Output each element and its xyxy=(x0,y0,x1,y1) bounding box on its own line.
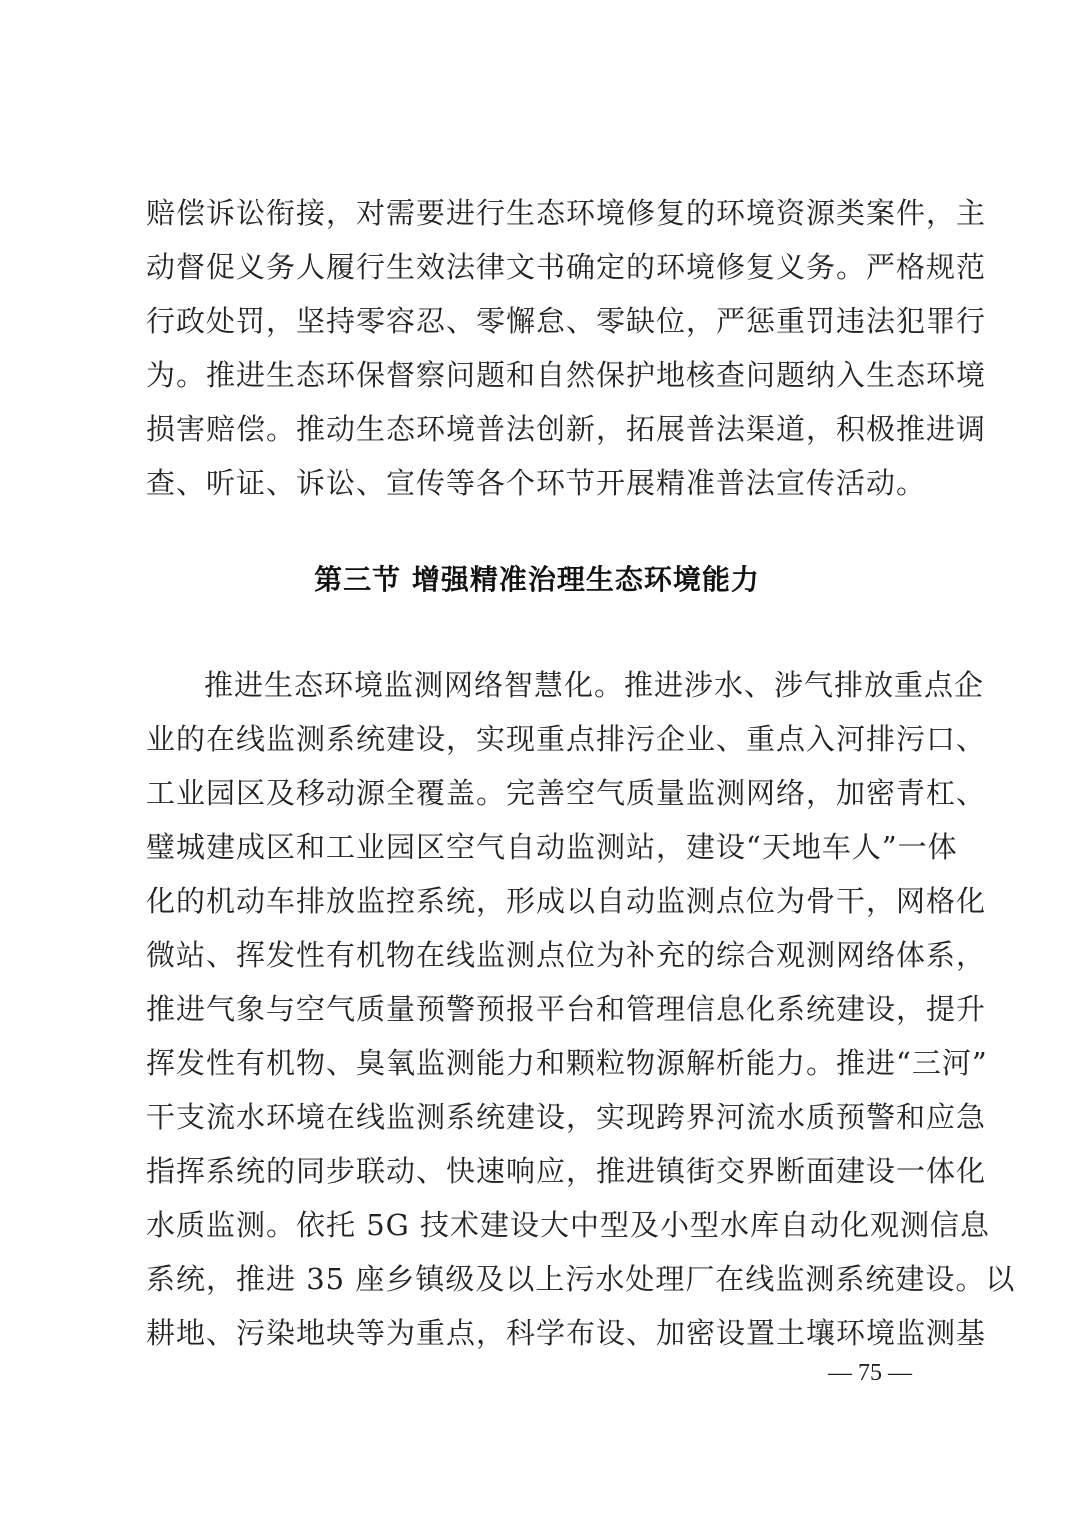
paragraph-2-line-3: 工业园区及移动源全覆盖。完善空气质量监测网络，加密青杠、 xyxy=(146,776,987,810)
paragraph-1-line-4: 为。推进生态环保督察问题和自然保护地核查问题纳入生态环境 xyxy=(146,358,987,392)
paragraph-2-line-8: 挥发性有机物、臭氧监测能力和颗粒物源解析能力。推进“三河” xyxy=(146,1046,988,1080)
page-number: — 75 — xyxy=(828,1360,912,1386)
paragraph-1-line-3: 行政处罚，坚持零容忍、零懈怠、零缺位，严惩重罚违法犯罪行 xyxy=(146,304,987,338)
paragraph-2-line-1: 推进生态环境监测网络智慧化。推进涉水、涉气排放重点企 xyxy=(204,668,985,702)
paragraph-2-line-7: 推进气象与空气质量预警预报平台和管理信息化系统建设，提升 xyxy=(146,992,987,1026)
paragraph-2-line-11: 水质监测。依托 5G 技术建设大中型及小型水库自动化观测信息 xyxy=(146,1208,991,1242)
paragraph-2-line-13: 耕地、污染地块等为重点，科学布设、加密设置土壤环境监测基 xyxy=(146,1316,987,1350)
paragraph-2-line-9: 干支流水环境在线监测系统建设，实现跨界河流水质预警和应急 xyxy=(146,1100,987,1134)
paragraph-2-line-10: 指挥系统的同步联动、快速响应，推进镇街交界断面建设一体化 xyxy=(146,1154,987,1188)
paragraph-2-line-12: 系统，推进 35 座乡镇级及以上污水处理厂在线监测系统建设。以 xyxy=(146,1262,1016,1296)
paragraph-1-line-1: 赔偿诉讼衔接，对需要进行生态环境修复的环境资源类案件，主 xyxy=(146,196,987,230)
paragraph-1-line-6: 查、听证、诉讼、宣传等各个环节开展精准普法宣传活动。 xyxy=(146,466,927,500)
paragraph-1-line-2: 动督促义务人履行生效法律文书确定的环境修复义务。严格规范 xyxy=(146,250,987,284)
paragraph-2-line-2: 业的在线监测系统建设，实现重点排污企业、重点入河排污口、 xyxy=(146,722,987,756)
section-heading: 第三节 增强精准治理生态环境能力 xyxy=(314,563,760,596)
paragraph-2-line-4: 璧城建成区和工业园区空气自动监测站，建设“天地车人”一体 xyxy=(146,830,958,864)
paragraph-2-line-6: 微站、挥发性有机物在线监测点位为补充的综合观测网络体系， xyxy=(146,938,987,972)
paragraph-1-line-5: 损害赔偿。推动生态环境普法创新，拓展普法渠道，积极推进调 xyxy=(146,412,987,446)
paragraph-2-line-5: 化的机动车排放监控系统，形成以自动监测点位为骨干，网格化 xyxy=(146,884,987,918)
